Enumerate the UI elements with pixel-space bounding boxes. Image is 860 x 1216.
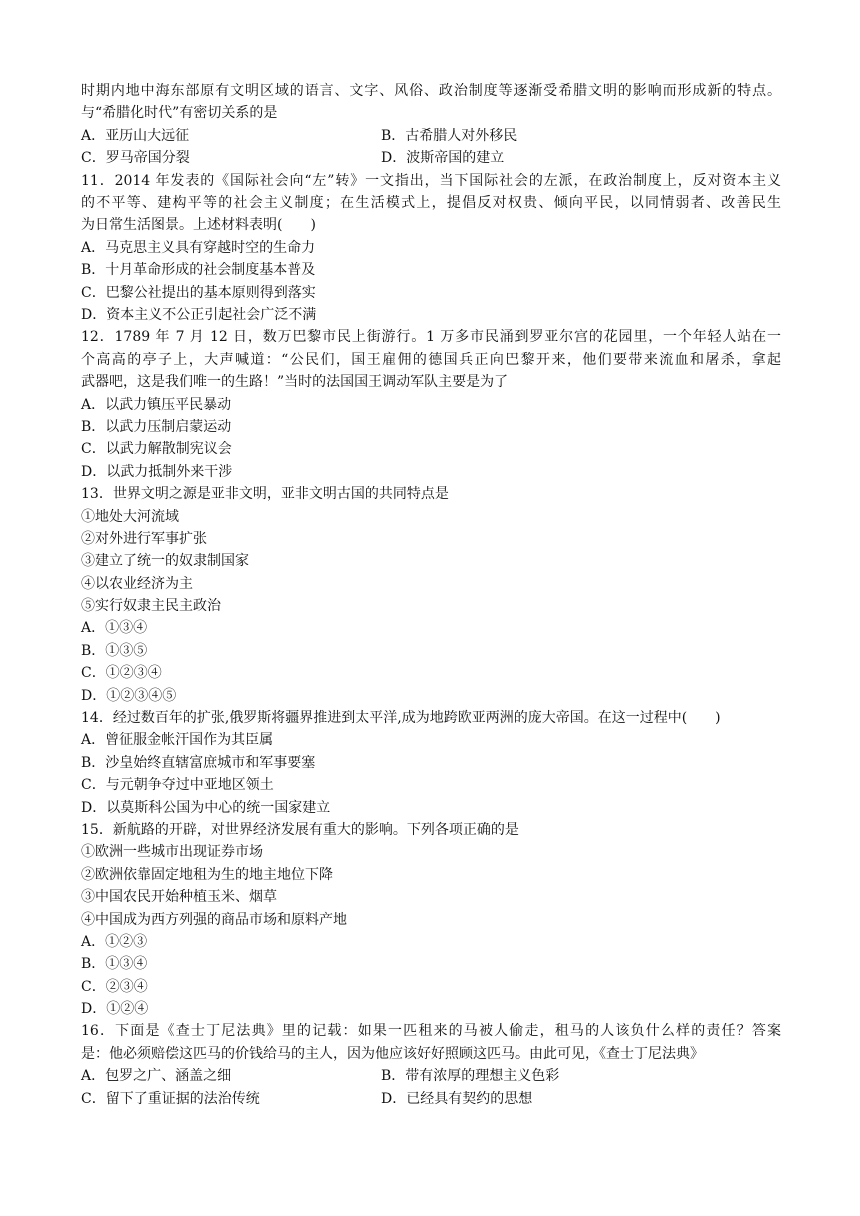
q15-item-4: ④中国成为西方列强的商品市场和原料产地	[81, 911, 347, 928]
q15-option-a: A．①②③	[81, 933, 148, 950]
q11-option-a: A．马克思主义具有穿越时空的生命力	[81, 239, 316, 256]
q15-option-b: B．①③④	[81, 956, 148, 973]
q12-option-b: B．以武力压制启蒙运动	[81, 418, 232, 435]
q14-option-a: A．曾征服金帐汗国作为其臣属	[81, 732, 274, 749]
q11-option-b: B．十月革命形成的社会制度基本普及	[81, 262, 316, 279]
exam-page	[81, 80, 781, 1110]
q11-stem-line-3: 为日常生活图景。上述材料表明( )	[81, 217, 316, 234]
q13-option-c: C．①②③④	[81, 665, 162, 682]
q12-option-a: A．以武力镇压平民暴动	[81, 396, 232, 413]
option-c: C．罗马帝国分裂	[81, 150, 190, 167]
q15-option-d: D．①②④	[81, 1001, 149, 1018]
q16-options-row-2	[81, 1088, 781, 1110]
q12-option-d: D．以武力抵制外来干涉	[81, 463, 233, 480]
q14-option-c: C．与元朝争夺过中亚地区领土	[81, 777, 274, 794]
intro-options-row-1	[81, 125, 781, 147]
q13-option-d: D．①②③④⑤	[81, 687, 177, 704]
q12-stem-line-3: 武器吧，这是我们唯一的生路！”当时的法国国王调动军队主要是为了	[81, 374, 509, 391]
q16-option-d: D．已经具有契约的思想	[381, 1090, 533, 1107]
q15-item-2: ②欧洲依靠固定地租为生的地主地位下降	[81, 866, 333, 883]
q16-stem-line-1: 16．下面是《查士丁尼法典》里的记载：如果一匹租来的马被人偷走，租马的人该负什么样的责任？答案	[81, 1023, 781, 1040]
q16-option-b: B．带有浓厚的理想主义色彩	[381, 1068, 560, 1085]
q13-item-4: ④以农业经济为主	[81, 575, 193, 592]
q12-stem-line-2: 个高高的亭子上，大声喊道：“公民们，国王雇佣的德国兵正向巴黎开来，他们要带来流血和屠杀，拿起	[81, 351, 781, 368]
option-a: A．亚历山大远征	[81, 127, 190, 144]
q13-item-5: ⑤实行奴隶主民主政治	[81, 598, 221, 615]
intro-line-1: 时期内地中海东部原有文明区域的语言、文字、风俗、政治制度等逐渐受希腊文明的影响而形成新的特点。	[81, 83, 781, 99]
q14-stem: 14．经过数百年的扩张,俄罗斯将疆界推进到太平洋,成为地跨欧亚两洲的庞大帝国。在这一过程中( )	[81, 710, 721, 727]
q11-option-c: C．巴黎公社提出的基本原则得到落实	[81, 284, 316, 301]
q13-option-b: B．①③⑤	[81, 642, 148, 659]
q14-option-b: B．沙皇始终直辖富庶城市和军事要塞	[81, 754, 316, 771]
intro-options-row-2	[81, 147, 781, 169]
q12-stem-line-1: 12．1789 年 7 月 12 日，数万巴黎市民上街游行。1 万多市民涌到罗亚尔宫的花园里，一个年轻人站在一	[81, 329, 781, 346]
q12-option-c: C．以武力解散制宪议会	[81, 441, 232, 458]
q13-option-a: A．①③④	[81, 620, 148, 637]
q13-item-1: ①地处大河流域	[81, 508, 179, 525]
q11-stem-line-2: 的不平等、建构平等的社会主义制度；在生活模式上，提倡反对权贵、倾向平民，以同情弱者、改善民生	[81, 194, 781, 211]
q16-options-row-1	[81, 1065, 781, 1087]
intro-line-2: 与“希腊化时代”有密切关系的是	[81, 105, 278, 122]
q15-item-1: ①欧洲一些城市出现证券市场	[81, 844, 263, 861]
q11-option-d: D．资本主义不公正引起社会广泛不满	[81, 306, 317, 323]
q14-option-d: D．以莫斯科公国为中心的统一国家建立	[81, 799, 331, 816]
q16-option-c: C．留下了重证据的法治传统	[81, 1090, 260, 1107]
q16-stem-line-2: 是：他必须赔偿这匹马的价钱给马的主人，因为他应该好好照顾这匹马。由此可见，《查士丁尼法典》	[81, 1045, 704, 1062]
q13-item-3: ③建立了统一的奴隶制国家	[81, 553, 249, 570]
q16-option-a: A．包罗之广、涵盖之细	[81, 1068, 232, 1085]
q15-stem: 15．新航路的开辟，对世界经济发展有重大的影响。下列各项正确的是	[81, 821, 519, 838]
option-d: D．波斯帝国的建立	[381, 150, 505, 167]
q11-stem-line-1: 11．2014 年发表的《国际社会向“左”转》一文指出，当下国际社会的左派，在政治制度上，反对资本主义	[81, 172, 781, 189]
q13-stem: 13．世界文明之源是亚非文明，亚非文明古国的共同特点是	[81, 486, 449, 503]
option-b: B．古希腊人对外移民	[381, 127, 518, 144]
q13-item-2: ②对外进行军事扩张	[81, 530, 207, 547]
q15-option-c: C．②③④	[81, 978, 148, 995]
q15-item-3: ③中国农民开始种植玉米、烟草	[81, 889, 277, 906]
